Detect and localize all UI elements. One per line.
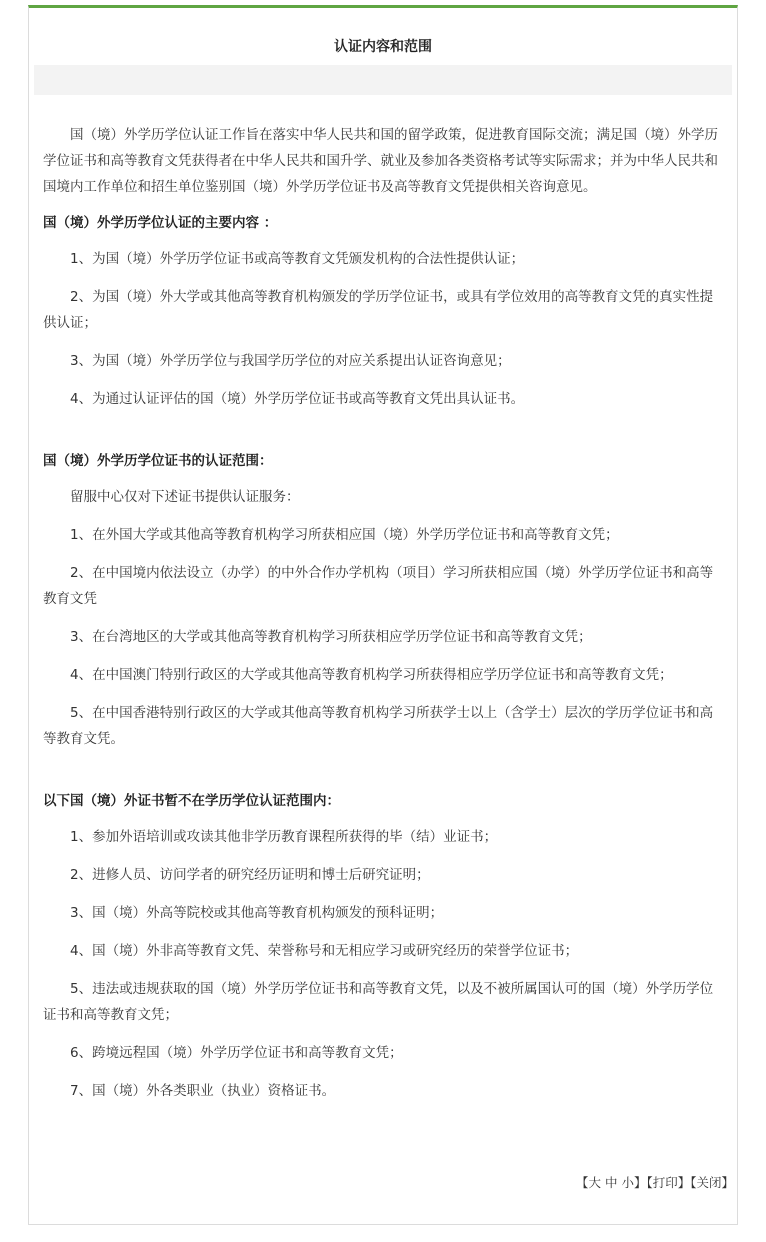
list-item: 4、为通过认证评估的国（境）外学历学位证书或高等教育文凭出具认证书。 — [70, 391, 525, 407]
list-item: 1、参加外语培训或攻读其他非学历教育课程所获得的毕（结）业证书； — [70, 829, 498, 845]
list-item: 5、违法或违规获取的国（境）外学历学位证书和高等教育文凭，以及不被所属国认可的国（境）外学历学位证书和高等教育文凭； — [43, 981, 714, 1023]
bracket-open: 【 — [575, 1175, 589, 1190]
list-item: 2、在中国境内依法设立（办学）的中外合作办学机构（项目）学习所获相应国（境）外学历学位证书和高等教育文凭 — [43, 565, 714, 607]
list-item: 3、在台湾地区的大学或其他高等教育机构学习所获相应学历学位证书和高等教育文凭； — [70, 629, 592, 645]
list-item: 3、国（境）外高等院校或其他高等教育机构颁发的预科证明； — [70, 905, 444, 921]
list-item: 5、在中国香港特别行政区的大学或其他高等教育机构学习所获学士以上（含学士）层次的学历学位证书和高等教育文凭。 — [43, 705, 714, 747]
close-window-button[interactable]: 【关闭】 — [690, 1175, 734, 1190]
article-container — [28, 5, 738, 1225]
list-item: 7、国（境）外各类职业（执业）资格证书。 — [70, 1083, 336, 1099]
section-heading-scope: 国（境）外学历学位证书的认证范围： — [43, 453, 273, 469]
spacer — [43, 412, 723, 444]
bracket-close: 】 — [633, 1175, 647, 1190]
list-item: 1、为国（境）外学历学位证书或高等教育文凭颁发机构的合法性提供认证； — [70, 251, 525, 267]
list-item: 6、跨境远程国（境）外学历学位证书和高等教育文凭； — [70, 1045, 403, 1061]
intro-paragraph: 国（境）外学历学位认证工作旨在落实中华人民共和国的留学政策，促进教育国际交流；满足国（境）外学历学位证书和高等教育文凭获得者在中华人民共和国升学、就业及参加各类资格考试等实际需求；并为中华人民共和国境内工作单位和招生单位鉴别国（境）外学历学位证书及高等教育文凭提供相关咨询意见。 — [43, 127, 718, 195]
section-heading-main-content: 国（境）外学历学位认证的主要内容 ： — [43, 215, 278, 231]
page-controls — [576, 1173, 734, 1191]
list-item: 4、在中国澳门特别行政区的大学或其他高等教育机构学习所获得相应学历学位证书和高等教育文凭； — [70, 667, 673, 683]
print-button[interactable]: 【打印】 — [646, 1175, 691, 1190]
list-item: 4、国（境）外非高等教育文凭、荣誉称号和无相应学习或研究经历的荣誉学位证书； — [70, 943, 579, 959]
font-size-small-button[interactable]: 小 — [621, 1175, 634, 1190]
list-item: 3、为国（境）外学历学位与我国学历学位的对应关系提出认证咨询意见； — [70, 353, 511, 369]
article-body — [43, 122, 723, 1104]
list-item: 2、进修人员、访问学者的研究经历证明和博士后研究证明； — [70, 867, 430, 883]
list-item: 1、在外国大学或其他高等教育机构学习所获相应国（境）外学历学位证书和高等教育文凭； — [70, 527, 619, 543]
list-item: 2、为国（境）外大学或其他高等教育机构颁发的学历学位证书，或具有学位效用的高等教育文凭的真实性提供认证； — [43, 289, 714, 331]
page-title: 认证内容和范围 — [334, 39, 432, 55]
section-lead-text: 留服中心仅对下述证书提供认证服务： — [70, 489, 300, 505]
spacer — [43, 752, 723, 784]
title-divider-bar — [34, 65, 732, 95]
section-heading-excluded: 以下国（境）外证书暂不在学历学位认证范围内： — [43, 793, 340, 809]
font-size-medium-button[interactable]: 中 — [604, 1175, 618, 1190]
font-size-large-button[interactable]: 大 — [588, 1175, 601, 1190]
